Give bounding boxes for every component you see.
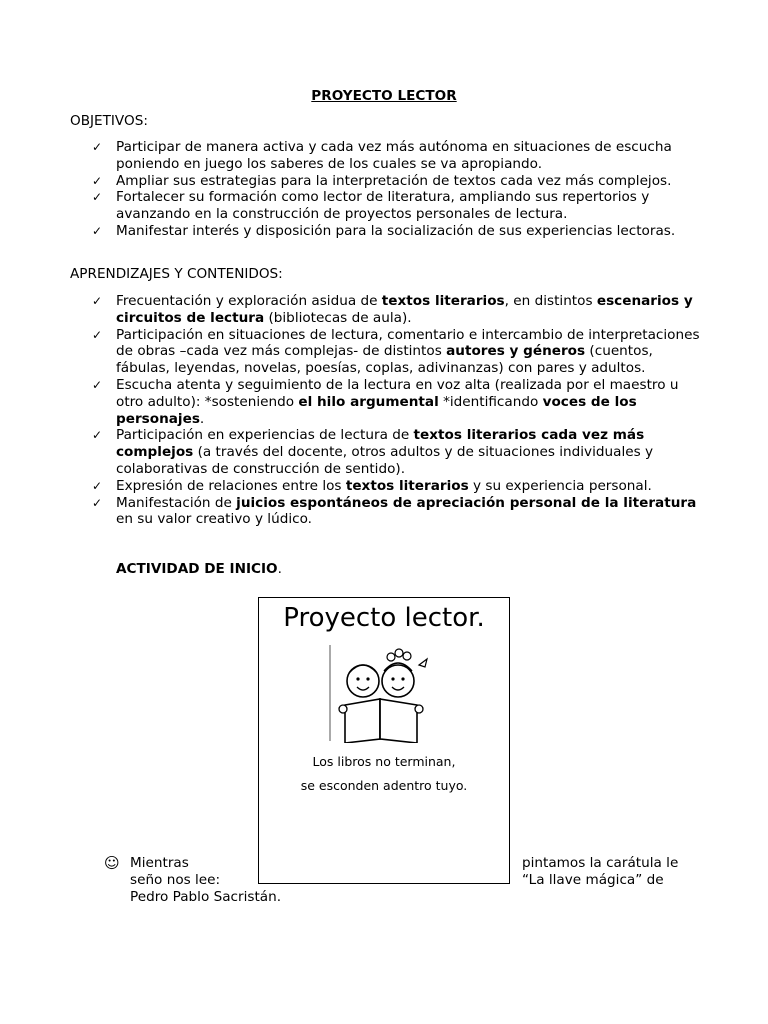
list-item-bold-text: juicios espontáneos de apreciación personal de la literatura: [236, 494, 697, 511]
list-item-text: y su experiencia personal.: [468, 477, 652, 494]
list-item-bold-text: el hilo argumental: [298, 393, 439, 410]
list-item-text: Participar de manera activa y cada vez más autónoma en situaciones de escucha poniendo en juego los saberes de los cuales se va apropiando.: [116, 139, 672, 172]
footer-left-line-3: Pedro Pablo Sacristán.: [130, 889, 282, 905]
check-icon: ✓: [92, 190, 103, 205]
list-item-text: Participación en experiencias de lectura de: [116, 427, 414, 444]
list-item-text: (cuentos, fábulas, leyendas, novelas, poesías, coplas, adivinanzas) con pares y adultos.: [116, 343, 653, 377]
list-item: [0, 173, 768, 190]
list-item-text: Manifestación de: [116, 494, 237, 511]
check-icon: ✓: [92, 173, 103, 188]
card-quote-line-1: Los libros no terminan,: [312, 754, 456, 769]
list-item: [0, 478, 768, 495]
card-quote-line-2: se esconden adentro tuyo.: [300, 778, 468, 793]
list-item-bold-text: textos literarios: [381, 293, 505, 309]
check-icon: ✓: [92, 294, 103, 308]
list-item: [0, 139, 768, 173]
footer-right-line-2: “La llave mágica” de: [522, 872, 664, 888]
list-item-text: Participación en situaciones de lectura, comentario e intercambio de interpretaciones de obras –cada vez más complejas- de distintos: [116, 326, 700, 360]
list-item-text: Frecuentación y exploración asidua de: [116, 293, 382, 309]
list-item: [0, 223, 768, 240]
footer-right-line-1: pintamos la carátula le: [522, 855, 679, 871]
check-icon: ✓: [92, 495, 103, 510]
document-title: PROYECTO LECTOR: [311, 88, 457, 104]
list-item-text: , en distintos: [504, 293, 597, 309]
objetivos-list: [0, 139, 768, 240]
check-icon: ✓: [92, 377, 103, 392]
check-icon: ✓: [92, 327, 103, 342]
check-icon: ✓: [92, 428, 103, 443]
check-icon: ✓: [92, 140, 103, 154]
list-item-text: Manifestar interés y disposición para la socialización de sus experiencias lectoras.: [116, 222, 676, 239]
list-item-bold-text: escenarios y circuitos de lectura: [116, 293, 693, 326]
objetivos-heading: OBJETIVOS:: [70, 113, 148, 129]
actividad-label: ACTIVIDAD DE INICIO: [116, 561, 278, 577]
list-item: [0, 293, 768, 327]
list-item-bold-text: autores y géneros: [446, 343, 586, 360]
footer-left-line-2: seño nos lee:: [130, 872, 221, 888]
list-item-text: Expresión de relaciones entre los: [116, 477, 346, 494]
list-item-bold-text: voces de los personajes: [116, 393, 637, 427]
list-item: [0, 427, 768, 477]
list-item-text: *identificando: [438, 393, 543, 410]
list-item: [0, 189, 768, 223]
list-item-text: Escucha atenta y seguimiento de la lectura en voz alta (realizada por el maestro u otro adulto): *sosteniendo: [116, 376, 679, 410]
list-item-text: en su valor creativo y lúdico.: [116, 511, 312, 528]
smiley-icon: ☺: [104, 854, 120, 872]
children-reading-icon: [327, 643, 445, 743]
book-cover-card: [258, 597, 510, 884]
aprendizajes-list: [0, 293, 768, 528]
check-icon: ✓: [92, 478, 103, 493]
list-item: [0, 495, 768, 529]
actividad-heading: [116, 561, 282, 578]
list-item-bold-text: textos literarios cada vez más complejos: [116, 427, 645, 461]
footer-left-line-1: Mientras: [130, 855, 189, 871]
aprendizajes-heading: APRENDIZAJES Y CONTENIDOS:: [70, 266, 283, 282]
list-item-text: (a través del docente, otros adultos y de situaciones individuales y colaborativas de construcción de sentido).: [116, 444, 654, 477]
actividad-suffix: .: [277, 561, 282, 577]
list-item-text: Ampliar sus estrategias para la interpretación de textos cada vez más complejos.: [116, 172, 672, 189]
list-item: [0, 327, 768, 377]
list-item-text: .: [199, 410, 205, 427]
list-item-text: Fortalecer su formación como lector de literatura, ampliando sus repertorios y avanzando en la construcción de proyectos personales de lectura.: [116, 189, 650, 223]
check-icon: ✓: [92, 223, 103, 238]
card-title: Proyecto lector.: [283, 603, 485, 633]
list-item-bold-text: textos literarios: [345, 477, 469, 494]
list-item-text: (bibliotecas de aula).: [264, 309, 412, 326]
list-item: [0, 377, 768, 427]
